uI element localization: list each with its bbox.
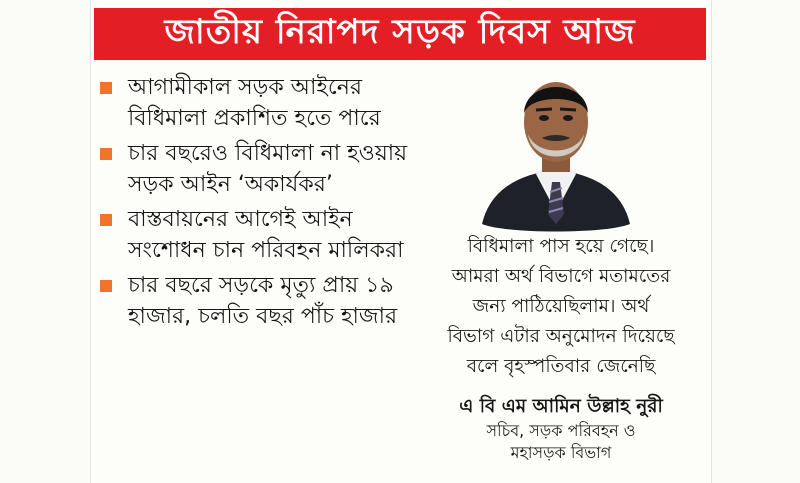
square-bullet-icon (100, 280, 112, 292)
bullet-text: চার বছরে সড়কে মৃত্যু প্রায় ১৯ হাজার, চলতি বছর পাঁচ হাজার (128, 273, 398, 329)
list-item (96, 138, 426, 200)
bullet-text: বাস্তবায়নের আগেই আইন সংশোধন চান পরিবহন মালিকরা (128, 207, 404, 263)
list-item (96, 270, 426, 332)
speaker-name: এ বি এম আমিন উল্লাহ নুরী (459, 396, 663, 417)
square-bullet-icon (100, 148, 112, 160)
list-item (96, 72, 426, 134)
headline-banner (94, 8, 706, 60)
headline-title: জাতীয় নিরাপদ সড়ক দিবস আজ (164, 11, 636, 52)
speaker-portrait (476, 64, 636, 236)
square-bullet-icon (100, 214, 112, 226)
bullet-list (96, 72, 426, 336)
square-bullet-icon (100, 82, 112, 94)
speaker-role: সচিব, সড়ক পরিবহন ও মহাসড়ক বিভাগ (486, 421, 636, 462)
speaker-quote (416, 232, 706, 464)
bullet-text: চার বছরেও বিধিমালা না হওয়ায় সড়ক আইন ‘অকার্যকর’ (128, 141, 408, 197)
quote-text: বিধিমালা পাস হয়ে গেছে। আমরা অর্থ বিভাগে মতামতের জন্য পাঠিয়েছিলাম। অর্থ বিভাগ এটার অনুমোদন দিয়েছে বলে বৃহস্পতিবার জেনেছি (447, 236, 675, 377)
bullet-text: আগামীকাল সড়ক আইনের বিধিমালা প্রকাশিত হতে পারে (128, 75, 381, 131)
list-item (96, 204, 426, 266)
